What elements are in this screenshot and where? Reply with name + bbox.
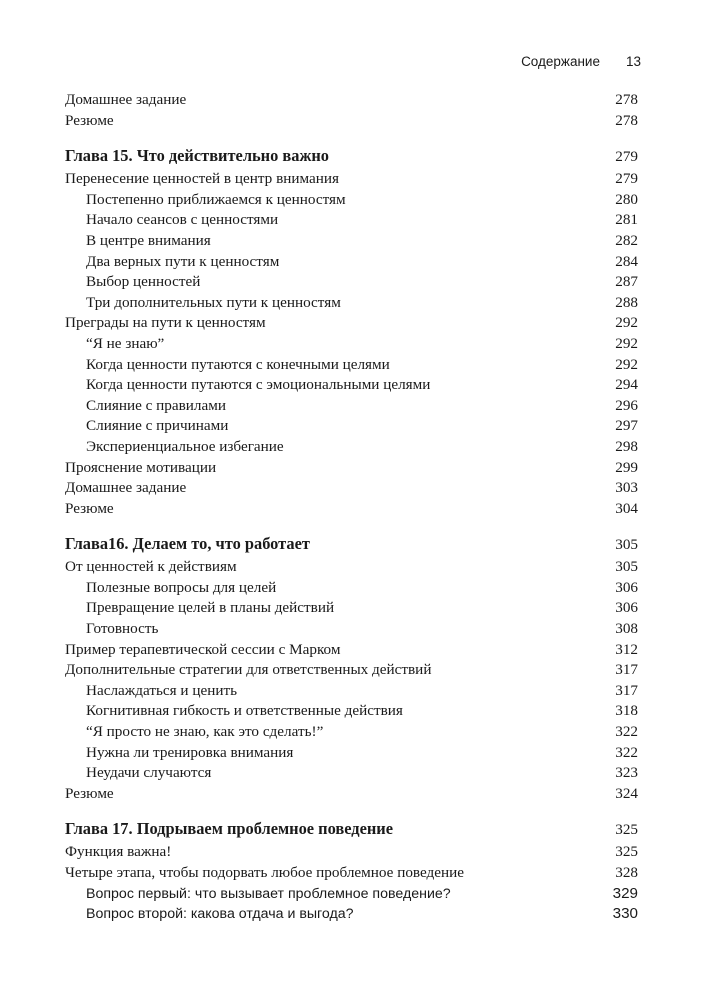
toc-entry-page: 329 [612,884,638,902]
toc-entry-title: Глава 17. Подрываем проблемное поведение [65,819,394,839]
toc-entry [65,557,638,578]
toc-entry [65,701,638,722]
toc-entry [65,763,638,784]
toc-chapter-heading [65,532,638,556]
toc-entry-title: Резюме [65,111,114,129]
toc-chapter-heading [65,817,638,841]
toc-entry [65,375,638,396]
toc-entry-page: 322 [615,743,638,761]
toc-entry-page: 282 [615,231,638,249]
toc-entry [65,660,638,681]
toc-entry [65,458,638,479]
toc-entry-title: Дополнительные стратегии для ответственных действий [65,661,432,679]
toc-entry [65,90,638,111]
toc-entry [65,842,638,863]
toc-entry-title: Слияние с причинами [86,417,229,435]
toc-entry [65,396,638,417]
toc-entry [65,578,638,599]
toc-entry [65,293,638,314]
toc-entry [65,478,638,499]
toc-entry-title: Слияние с правилами [86,396,226,414]
toc-entry [65,252,638,273]
toc-entry-page: 308 [615,620,638,638]
toc-entry-title: Преграды на пути к ценностям [65,314,266,332]
toc-entry-page: 318 [615,702,638,720]
toc-entry-page: 299 [615,458,638,476]
toc-entry-title: “Я просто не знаю, как это сделать!” [86,723,324,741]
toc-entry-page: 287 [615,273,638,291]
toc-entry [65,863,638,884]
toc-entry-page: 304 [615,499,638,517]
toc-entry-page: 325 [615,821,638,839]
toc-entry-title: Вопрос второй: какова отдача и выгода? [86,906,354,923]
toc-entry-title: От ценностей к действиям [65,558,237,576]
toc-entry [65,784,638,805]
toc-entry [65,313,638,334]
toc-chapter-heading [65,144,638,168]
toc-entry [65,355,638,376]
toc-entry-title: Полезные вопросы для целей [86,578,277,596]
toc-entry-title: Два верных пути к ценностям [86,252,280,270]
toc-entry-page: 294 [615,376,638,394]
toc-entry-page: 281 [615,211,638,229]
toc-entry [65,722,638,743]
toc-entry-title: Функция важна! [65,843,172,861]
toc-entry [65,190,638,211]
toc-entry-title: Пример терапевтической сессии с Марком [65,640,341,658]
toc-entry-title: Нужна ли тренировка внимания [86,743,294,761]
toc-entry-page: 292 [615,314,638,332]
toc-entry-title: Готовность [86,620,159,638]
toc-entry-page: 292 [615,355,638,373]
toc-entry [65,334,638,355]
toc-entry-page: 306 [615,599,638,617]
toc-entry-title: Когда ценности путаются с эмоциональными целями [86,376,431,394]
toc-entry-title: Неудачи случаются [86,764,212,782]
toc-entry-title: Домашнее задание [65,479,187,497]
toc-entry-page: 279 [615,170,638,188]
toc-entry-page: 292 [615,334,638,352]
toc-entry-title: Домашнее задание [65,91,187,108]
toc-entry-page: 317 [615,681,638,699]
toc-entry [65,169,638,190]
toc-entry [65,231,638,252]
toc-entry-title: Постепенно приближаемся к ценностям [86,190,346,208]
toc-entry-page: 278 [615,111,638,129]
toc-entry-title: Экспериенциальное избегание [86,437,284,455]
table-of-contents [65,90,638,925]
toc-entry-page: 305 [615,558,638,576]
toc-entry-page: 328 [615,864,638,881]
toc-entry [65,437,638,458]
toc-entry [65,884,638,905]
toc-entry-title: Резюме [65,499,114,517]
toc-entry-title: Начало сеансов с ценностями [86,211,279,229]
toc-entry [65,111,638,132]
toc-entry-title: Три дополнительных пути к ценностям [86,293,341,311]
toc-entry-title: Перенесение ценностей в центр внимания [65,170,339,188]
toc-entry [65,640,638,661]
header-section-title: Содержание [521,54,600,69]
toc-entry-page: 312 [615,640,638,658]
running-header [521,54,641,69]
toc-entry [65,904,638,925]
toc-entry-page: 306 [615,578,638,596]
toc-entry-page: 323 [615,764,638,782]
toc-entry-page: 298 [615,437,638,455]
toc-entry-title: Четыре этапа, чтобы подорвать любое проблемное поведение [65,864,465,881]
toc-entry-title: Выбор ценностей [86,273,201,291]
toc-entry-title: Наслаждаться и ценить [86,681,238,699]
toc-entry-title: “Я не знаю” [86,334,165,352]
toc-entry-title: Прояснение мотивации [65,458,217,476]
toc-entry-page: 297 [615,417,638,435]
toc-entry-page: 296 [615,396,638,414]
toc-entry-page: 330 [612,905,638,923]
toc-entry-page: 305 [615,536,638,554]
toc-entry-title: Когда ценности путаются с конечными целями [86,355,390,373]
toc-entry-page: 317 [615,661,638,679]
toc-entry [65,743,638,764]
toc-entry-page: 322 [615,723,638,741]
toc-entry [65,416,638,437]
toc-entry-page: 278 [615,91,638,108]
toc-entry-title: Глава 15. Что действительно важно [65,146,329,166]
toc-entry-page: 279 [615,148,638,166]
toc-entry-page: 325 [615,843,638,861]
toc-entry-page: 284 [615,252,638,270]
toc-entry [65,210,638,231]
header-page-number: 13 [625,54,641,69]
toc-entry-title: Когнитивная гибкость и ответственные действия [86,702,403,720]
toc-entry [65,499,638,520]
toc-entry-page: 324 [615,784,638,802]
toc-entry [65,598,638,619]
toc-entry-title: Глава16. Делаем то, что работает [65,534,310,554]
toc-entry-page: 280 [615,190,638,208]
toc-entry-title: Вопрос первый: что вызывает проблемное поведение? [86,885,451,902]
toc-entry-title: В центре внимания [86,231,211,249]
toc-entry [65,272,638,293]
toc-entry [65,681,638,702]
toc-entry-title: Превращение целей в планы действий [86,599,335,617]
toc-entry-page: 303 [615,479,638,497]
toc-entry [65,619,638,640]
toc-entry-title: Резюме [65,784,114,802]
toc-entry-page: 288 [615,293,638,311]
